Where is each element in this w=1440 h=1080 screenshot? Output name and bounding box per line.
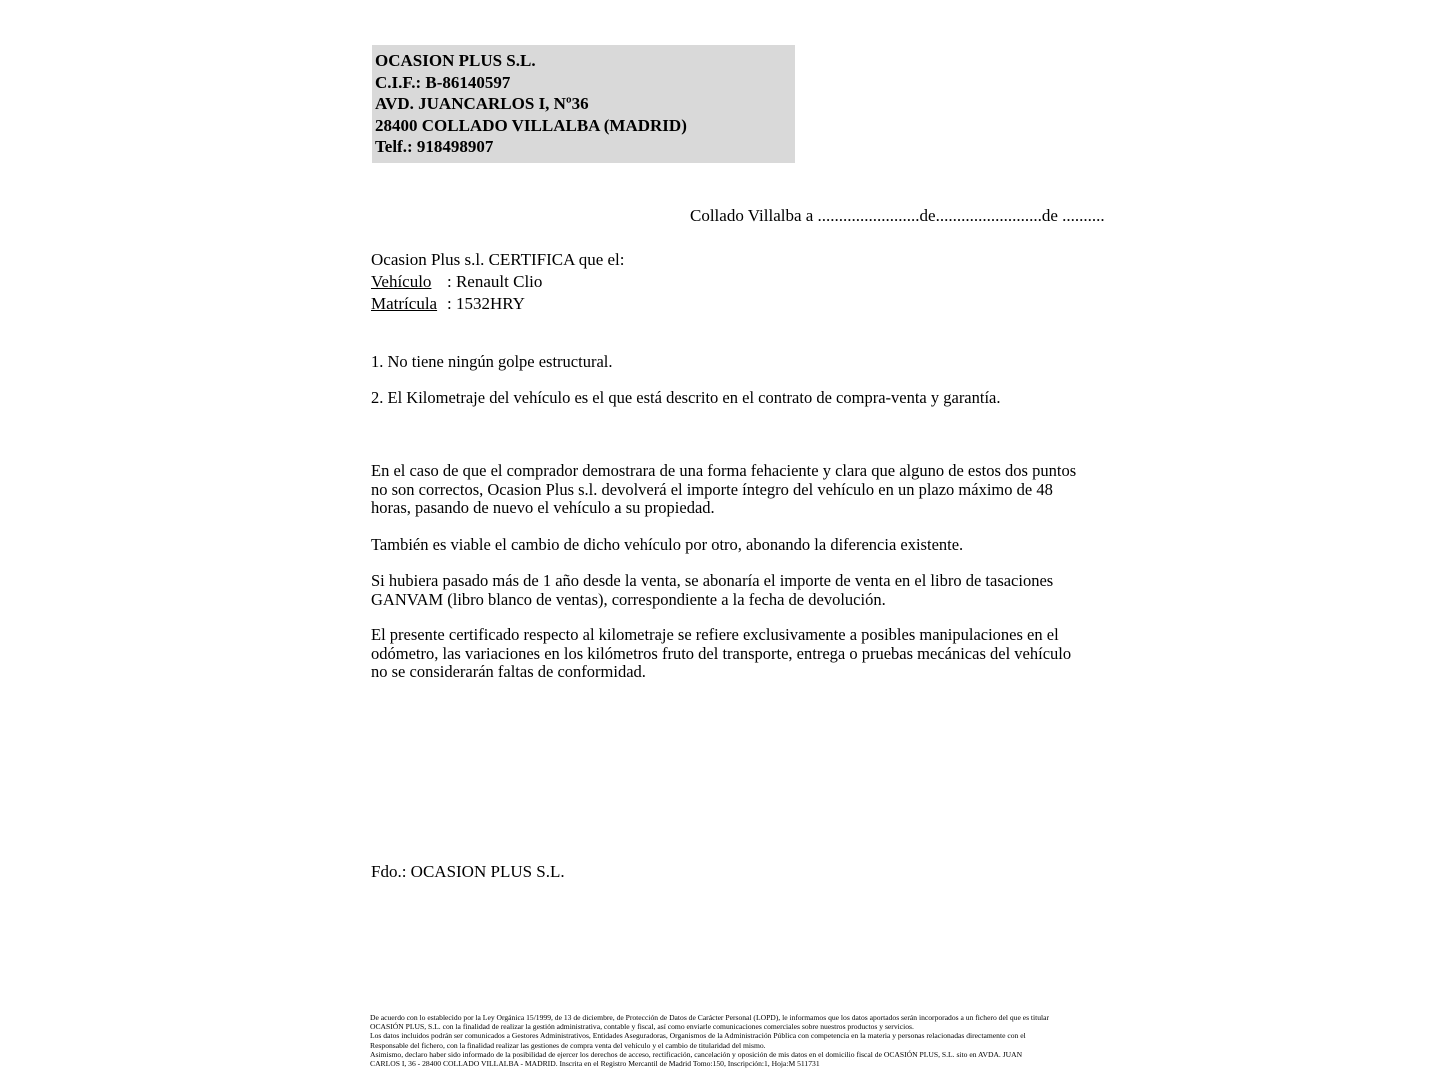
legal-line: De acuerdo con lo establecido por la Ley Orgánica 15/1999, de 13 de diciembre, de Protección de Datos de Carácter Personal (LOPD), le informamos que los datos aportados serán incorporados a un fichero del que es titular	[370, 1013, 1050, 1022]
paragraph-exchange: También es viable el cambio de dicho vehículo por otro, abonando la diferencia existente.	[371, 535, 964, 554]
vehicle-label: Vehículo	[371, 272, 432, 291]
legal-line: OCASIÓN PLUS, S.L. con la finalidad de realizar la gestión administrativa, contable y fiscal, así como enviarle comunicaciones comerciales sobre nuestros productos y servicios.	[370, 1022, 914, 1032]
point-mileage: 2. El Kilometraje del vehículo es el que está descrito en el contrato de compra-venta y garantía.	[371, 388, 1001, 407]
certify-intro: Ocasion Plus s.l. CERTIFICA que el:	[371, 250, 625, 269]
paragraph-refund: En el caso de que el comprador demostrara de una forma fehaciente y clara que alguno de estos dos puntos no son correctos, Ocasion Plus s.l. devolverá el importe íntegro del vehículo en un plazo máximo de 48 horas, pasando de nuevo el vehículo a su propiedad.	[371, 461, 1077, 518]
legal-footer	[370, 1013, 1085, 1068]
vehicle-field	[371, 272, 542, 292]
plate-value: : 1532HRY	[447, 294, 525, 313]
company-cif: C.I.F.: B-86140597	[375, 72, 511, 92]
paragraph-odometer: El presente certificado respecto al kilometraje se refiere exclusivamente a posibles manipulaciones en el odómetro, las variaciones en los kilómetros fruto del transporte, entrega o pruebas mecánicas del vehículo no se considerarán faltas de conformidad.	[371, 625, 1072, 682]
company-phone: Telf.: 918498907	[375, 137, 494, 157]
plate-field	[371, 294, 525, 314]
company-city: 28400 COLLADO VILLALBA (MADRID)	[375, 115, 687, 135]
company-header-box	[372, 45, 795, 163]
paragraph-ganvam: Si hubiera pasado más de 1 año desde la venta, se abonaría el importe de venta en el libro de tasaciones GANVAM (libro blanco de ventas), correspondiente a la fecha de devolución.	[371, 571, 1054, 609]
vehicle-value: : Renault Clio	[447, 272, 543, 291]
legal-line: CARLOS I, 36 - 28400 COLLADO VILLALBA - MADRID. Inscrita en el Registro Mercantil de Madrid Tomo:150, Inscripción:1, Hoja:M 511731	[370, 1059, 820, 1069]
plate-label: Matrícula	[371, 294, 438, 313]
point-structural: 1. No tiene ningún golpe estructural.	[371, 352, 613, 371]
date-line: Collado Villalba a ........................de.........................de ..........	[690, 206, 1105, 225]
legal-line: Responsable del fichero, con la finalidad realizar las gestiones de compra venta del vehículo y el cambio de titularidad del mismo.	[370, 1040, 766, 1050]
legal-line: Los datos incluidos podrán ser comunicados a Gestores Administrativos, Entidades Aseguradoras, Organismos de la Administración Pública con competencia en la materia y personas relacionadas directamente con el	[370, 1031, 1026, 1041]
company-name: OCASION PLUS S.L.	[375, 51, 536, 70]
company-address: AVD. JUANCARLOS I, Nº36	[375, 94, 589, 114]
legal-line: Asimismo, declaro haber sido informado de la posibilidad de ejercer los derechos de acceso, rectificación, cancelación y oposición de mis datos en el domicilio fiscal de OCASIÓN PLUS, S.L. sito en AVDA. JUAN	[370, 1049, 1023, 1059]
signature-line: Fdo.: OCASION PLUS S.L.	[371, 862, 565, 881]
